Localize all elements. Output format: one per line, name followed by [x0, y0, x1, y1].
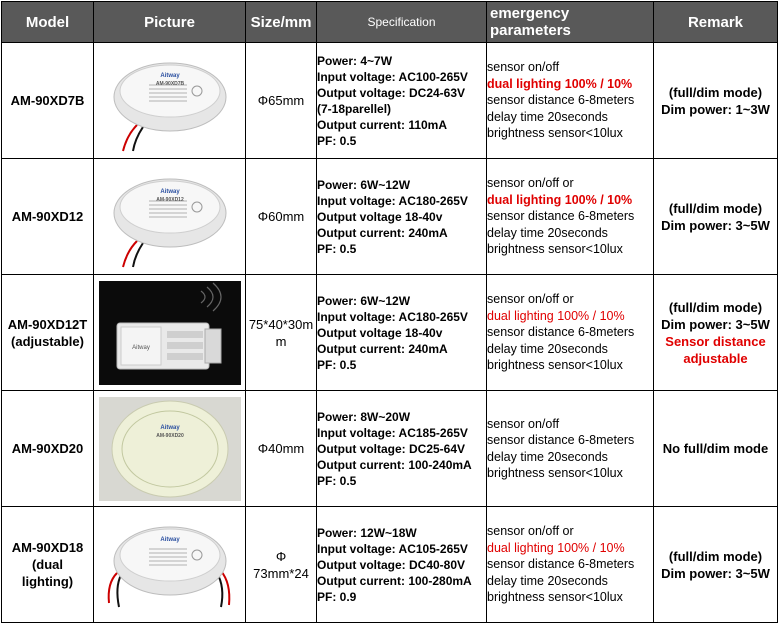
- spec-table: [1, 1, 778, 623]
- emergency-line: sensor on/off: [487, 416, 560, 431]
- emergency-line: dual lighting 100% / 10%: [487, 540, 625, 555]
- emergency-line: brightness sensor<10lux: [487, 242, 623, 257]
- remark-line: Dim power: 3~5W: [661, 217, 770, 233]
- emergency-line: sensor distance 6-8meters: [487, 325, 635, 340]
- round-driver-icon: [97, 163, 243, 271]
- emergency-line: sensor on/off: [487, 60, 560, 75]
- round-driver-wires-icon: [97, 511, 243, 619]
- model-cell: [2, 43, 94, 159]
- header-emergency: emergency parameters: [487, 2, 654, 43]
- size-cell: [246, 275, 317, 391]
- spec-line: PF: 0.9: [317, 589, 357, 604]
- spec-line: Output current: 240mA: [317, 225, 448, 240]
- specification-cell: [317, 391, 487, 507]
- spec-line: Output voltage 18-40v: [317, 325, 443, 340]
- model-cell: [2, 507, 94, 623]
- remark-line: adjustable: [683, 350, 748, 366]
- spec-line: PF: 0.5: [317, 357, 357, 372]
- picture-brand-label: Aitway: [159, 72, 180, 79]
- picture-model-label: AM-90XD20: [155, 432, 184, 439]
- picture-brand-label: Aitway: [159, 424, 180, 431]
- emergency-cell: [487, 275, 654, 391]
- spec-line: Input voltage: AC105-265V: [317, 541, 468, 556]
- spec-line: Input voltage: AC185-265V: [317, 425, 468, 440]
- emergency-line: sensor on/off or: [487, 524, 574, 539]
- header-remark: Remark: [654, 2, 778, 43]
- box-sensor-icon: [97, 279, 243, 387]
- size-line: Φ: [275, 548, 287, 564]
- emergency-line: sensor distance 6-8meters: [487, 433, 635, 447]
- emergency-line: brightness sensor<10lux: [487, 590, 623, 605]
- emergency-line: delay time 20seconds: [487, 449, 608, 464]
- small-round-driver-icon: [97, 395, 243, 503]
- picture-brand-label: Aitway: [131, 344, 150, 351]
- spec-line: Output voltage: DC40-80V: [317, 557, 466, 572]
- model-line: AM-90XD18: [11, 540, 84, 555]
- header-size: Size/mm: [246, 2, 317, 43]
- table-row: [2, 159, 778, 275]
- spec-line: Input voltage: AC180-265V: [317, 193, 468, 208]
- spec-line: Output voltage: DC24-63V: [317, 85, 466, 100]
- emergency-line: sensor distance 6-8meters: [487, 209, 635, 224]
- picture-brand-label: Aitway: [159, 188, 180, 195]
- spec-line: Power: 8W~20W: [317, 409, 411, 424]
- specification-cell: [317, 43, 487, 159]
- emergency-line: delay time 20seconds: [487, 341, 608, 356]
- remark-line: Dim power: 1~3W: [661, 101, 770, 117]
- spec-line: Input voltage: AC100-265V: [317, 69, 468, 84]
- emergency-line: delay time 20seconds: [487, 573, 608, 588]
- specification-cell: [317, 275, 487, 391]
- header-model: Model: [2, 2, 94, 43]
- spec-line: Output current: 110mA: [317, 117, 448, 132]
- model-line: AM-90XD12: [11, 209, 84, 224]
- spec-line: PF: 0.5: [317, 133, 357, 148]
- spec-line: Output voltage: DC25-64V: [317, 441, 466, 456]
- picture-cell: [94, 507, 246, 623]
- spec-line: Output current: 240mA: [317, 341, 448, 356]
- picture-model-label: AM-90XD7B: [155, 80, 184, 87]
- remark-line: No full/dim mode: [662, 441, 769, 456]
- remark-line: (full/dim mode): [668, 299, 763, 315]
- size-cell: [246, 391, 317, 507]
- table-row: [2, 507, 778, 623]
- remark-line: Sensor distance: [665, 333, 766, 349]
- remark-line: (full/dim mode): [668, 548, 763, 564]
- remark-line: (full/dim mode): [668, 200, 763, 216]
- emergency-line: brightness sensor<10lux: [487, 358, 623, 373]
- emergency-line: brightness sensor<10lux: [487, 466, 623, 480]
- size-line: Φ65mm: [257, 93, 305, 108]
- emergency-line: dual lighting 100% / 10%: [487, 192, 633, 207]
- round-driver-icon: [97, 47, 243, 155]
- specification-cell: [317, 507, 487, 623]
- picture-brand-label: Aitway: [159, 536, 180, 543]
- spec-line: Power: 6W~12W: [317, 293, 411, 308]
- remark-cell: [654, 275, 778, 391]
- size-cell: [246, 507, 317, 623]
- remark-line: Dim power: 3~5W: [661, 565, 770, 581]
- table-row: [2, 43, 778, 159]
- table-row: [2, 275, 778, 391]
- specification-cell: [317, 159, 487, 275]
- remark-cell: [654, 391, 778, 507]
- size-line: m: [275, 333, 287, 349]
- emergency-line: dual lighting 100% / 10%: [487, 308, 625, 323]
- emergency-line: sensor distance 6-8meters: [487, 93, 635, 108]
- spec-line: Output current: 100-280mA: [317, 573, 472, 588]
- model-line: lighting): [21, 574, 74, 589]
- picture-model-label: AM-90XD12: [155, 196, 184, 203]
- header-specification: Specification: [317, 2, 487, 43]
- model-line: AM-90XD20: [11, 441, 84, 456]
- emergency-line: sensor distance 6-8meters: [487, 557, 635, 572]
- model-line: AM-90XD7B: [10, 93, 85, 108]
- size-line: Φ60mm: [257, 209, 305, 224]
- emergency-cell: [487, 43, 654, 159]
- picture-cell: [94, 275, 246, 391]
- spec-line: Output current: 100-240mA: [317, 457, 472, 472]
- model-cell: [2, 159, 94, 275]
- picture-cell: [94, 159, 246, 275]
- header-row: [2, 2, 778, 43]
- model-cell: [2, 391, 94, 507]
- picture-cell: [94, 391, 246, 507]
- spec-line: Output voltage 18-40v: [317, 209, 443, 224]
- size-cell: [246, 159, 317, 275]
- remark-cell: [654, 507, 778, 623]
- spec-line: Input voltage: AC180-265V: [317, 309, 468, 324]
- size-line: 75*40*30m: [248, 316, 314, 332]
- model-cell: [2, 275, 94, 391]
- remark-line: (full/dim mode): [668, 84, 763, 100]
- emergency-line: delay time 20seconds: [487, 109, 608, 124]
- emergency-line: sensor on/off or: [487, 292, 574, 307]
- emergency-line: brightness sensor<10lux: [487, 126, 623, 141]
- model-line: AM-90XD12T: [7, 316, 88, 332]
- emergency-line: delay time 20seconds: [487, 225, 608, 240]
- emergency-cell: [487, 159, 654, 275]
- spec-line: Power: 4~7W: [317, 53, 393, 68]
- emergency-line: dual lighting 100% / 10%: [487, 76, 633, 91]
- spec-line: (7-18parellel): [317, 101, 392, 116]
- spec-line: PF: 0.5: [317, 473, 357, 488]
- table-row: [2, 391, 778, 507]
- model-line: (dual: [31, 557, 64, 572]
- picture-cell: [94, 43, 246, 159]
- size-cell: [246, 43, 317, 159]
- size-line: Φ40mm: [257, 441, 305, 456]
- spec-line: Power: 6W~12W: [317, 177, 411, 192]
- spec-line: Power: 12W~18W: [317, 525, 417, 540]
- emergency-line: sensor on/off or: [487, 176, 574, 191]
- model-line: (adjustable): [11, 333, 84, 349]
- emergency-cell: [487, 391, 654, 507]
- remark-line: Dim power: 3~5W: [661, 316, 770, 332]
- header-picture: Picture: [94, 2, 246, 43]
- remark-cell: [654, 159, 778, 275]
- size-line: 73mm*24: [253, 565, 309, 581]
- emergency-cell: [487, 507, 654, 623]
- remark-cell: [654, 43, 778, 159]
- spec-line: PF: 0.5: [317, 241, 357, 256]
